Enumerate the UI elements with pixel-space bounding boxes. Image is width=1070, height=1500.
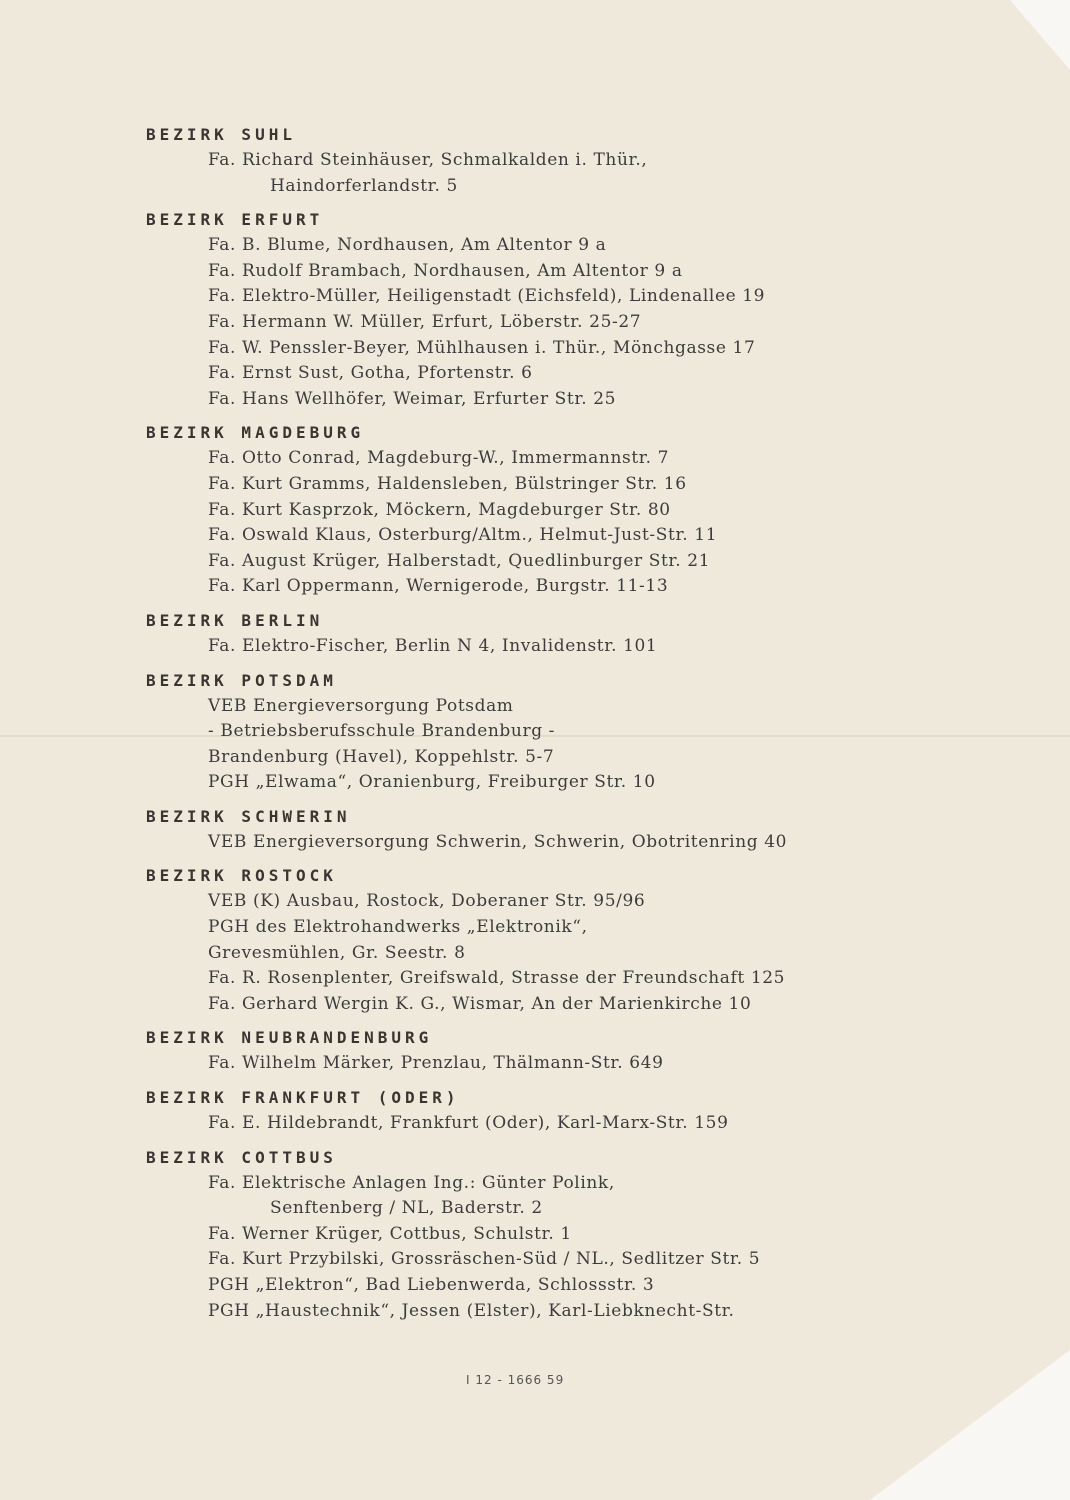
address-line: PGH „Elwama“, Oranienburg, Freiburger Str. 10 bbox=[208, 772, 656, 793]
address-line: - Betriebsberufsschule Brandenburg - bbox=[208, 721, 556, 742]
address-line: Brandenburg (Havel), Koppehlstr. 5-7 bbox=[208, 746, 555, 767]
address-line: VEB Energieversorgung Schwerin, Schwerin, Obotritenring 40 bbox=[208, 831, 788, 852]
address-line: Fa. Karl Oppermann, Wernigerode, Burgstr. 11-13 bbox=[208, 576, 669, 597]
section-rostock bbox=[146, 863, 906, 1017]
address-line: Fa. Hermann W. Müller, Erfurt, Löberstr. 25-27 bbox=[208, 311, 642, 332]
address-line: VEB Energieversorgung Potsdam bbox=[208, 695, 514, 716]
address-line: Fa. Elektro-Müller, Heiligenstadt (Eichsfeld), Lindenallee 19 bbox=[208, 286, 766, 307]
section-heading: BEZIRK BERLIN bbox=[146, 610, 324, 630]
address-line: Fa. W. Penssler-Beyer, Mühlhausen i. Thür., Mönchgasse 17 bbox=[208, 337, 756, 358]
address-line: Grevesmühlen, Gr. Seestr. 8 bbox=[208, 942, 466, 963]
section-heading: BEZIRK MAGDEBURG bbox=[146, 423, 365, 443]
address-line: VEB (K) Ausbau, Rostock, Doberaner Str. 95/96 bbox=[208, 891, 646, 912]
address-line: Senftenberg / NL, Baderstr. 2 bbox=[270, 1198, 543, 1219]
section-magdeburg bbox=[146, 420, 906, 600]
address-line: Fa. E. Hildebrandt, Frankfurt (Oder), Karl-Marx-Str. 159 bbox=[208, 1113, 729, 1134]
section-schwerin bbox=[146, 804, 906, 856]
address-line: Fa. Elektro-Fischer, Berlin N 4, Invalidenstr. 101 bbox=[208, 635, 658, 656]
address-line: Fa. Hans Wellhöfer, Weimar, Erfurter Str. 25 bbox=[208, 388, 617, 409]
section-berlin bbox=[146, 608, 906, 660]
section-heading: BEZIRK ERFURT bbox=[146, 210, 324, 230]
section-suhl bbox=[146, 122, 906, 199]
address-line: Fa. Kurt Przybilski, Grossräschen-Süd / NL., Sedlitzer Str. 5 bbox=[208, 1249, 761, 1270]
folded-corner-bottom bbox=[870, 1350, 1070, 1500]
address-line: Fa. Kurt Gramms, Haldensleben, Bülstringer Str. 16 bbox=[208, 473, 687, 494]
section-heading: BEZIRK POTSDAM bbox=[146, 670, 337, 690]
address-list bbox=[146, 122, 906, 1324]
section-heading: BEZIRK FRANKFURT (ODER) bbox=[146, 1088, 460, 1108]
address-line: PGH des Elektrohandwerks „Elektronik“, bbox=[208, 917, 588, 938]
address-line: Fa. Otto Conrad, Magdeburg-W., Immermannstr. 7 bbox=[208, 448, 670, 469]
section-erfurt bbox=[146, 207, 906, 412]
section-neubrandenburg bbox=[146, 1025, 906, 1077]
section-potsdam bbox=[146, 668, 906, 796]
address-line: Fa. Elektrische Anlagen Ing.: Günter Polink, bbox=[208, 1172, 615, 1193]
section-heading: BEZIRK COTTBUS bbox=[146, 1147, 337, 1167]
address-line: Fa. August Krüger, Halberstadt, Quedlinburger Str. 21 bbox=[208, 550, 711, 571]
section-frankfurt-oder bbox=[146, 1085, 906, 1137]
address-line: Fa. R. Rosenplenter, Greifswald, Strasse der Freundschaft 125 bbox=[208, 968, 786, 989]
section-heading: BEZIRK SUHL bbox=[146, 125, 296, 144]
print-code: I 12 - 1666 59 bbox=[466, 1373, 565, 1387]
folded-corner-top bbox=[1010, 0, 1070, 70]
address-line: Fa. Gerhard Wergin K. G., Wismar, An der Marienkirche 10 bbox=[208, 993, 752, 1014]
address-line: Fa. Richard Steinhäuser, Schmalkalden i. Thür., bbox=[208, 150, 648, 170]
address-line: Fa. Oswald Klaus, Osterburg/Altm., Helmut-Just-Str. 11 bbox=[208, 525, 718, 546]
address-line: Fa. Rudolf Brambach, Nordhausen, Am Altentor 9 a bbox=[208, 260, 683, 281]
address-line: Fa. Wilhelm Märker, Prenzlau, Thälmann-Str. 649 bbox=[208, 1053, 664, 1074]
address-line: PGH „Haustechnik“, Jessen (Elster), Karl-Liebknecht-Str. bbox=[208, 1300, 735, 1321]
section-heading: BEZIRK NEUBRANDENBURG bbox=[146, 1028, 433, 1048]
address-line: Fa. Kurt Kasprzok, Möckern, Magdeburger Str. 80 bbox=[208, 499, 671, 520]
section-heading: BEZIRK ROSTOCK bbox=[146, 866, 337, 886]
address-line: Fa. Ernst Sust, Gotha, Pfortenstr. 6 bbox=[208, 363, 533, 384]
address-line: Fa. B. Blume, Nordhausen, Am Altentor 9 a bbox=[208, 235, 607, 256]
section-cottbus bbox=[146, 1145, 906, 1325]
address-line: Haindorferlandstr. 5 bbox=[270, 175, 458, 196]
address-line: PGH „Elektron“, Bad Liebenwerda, Schlossstr. 3 bbox=[208, 1275, 655, 1295]
address-line: Fa. Werner Krüger, Cottbus, Schulstr. 1 bbox=[208, 1223, 572, 1244]
section-heading: BEZIRK SCHWERIN bbox=[146, 806, 351, 826]
